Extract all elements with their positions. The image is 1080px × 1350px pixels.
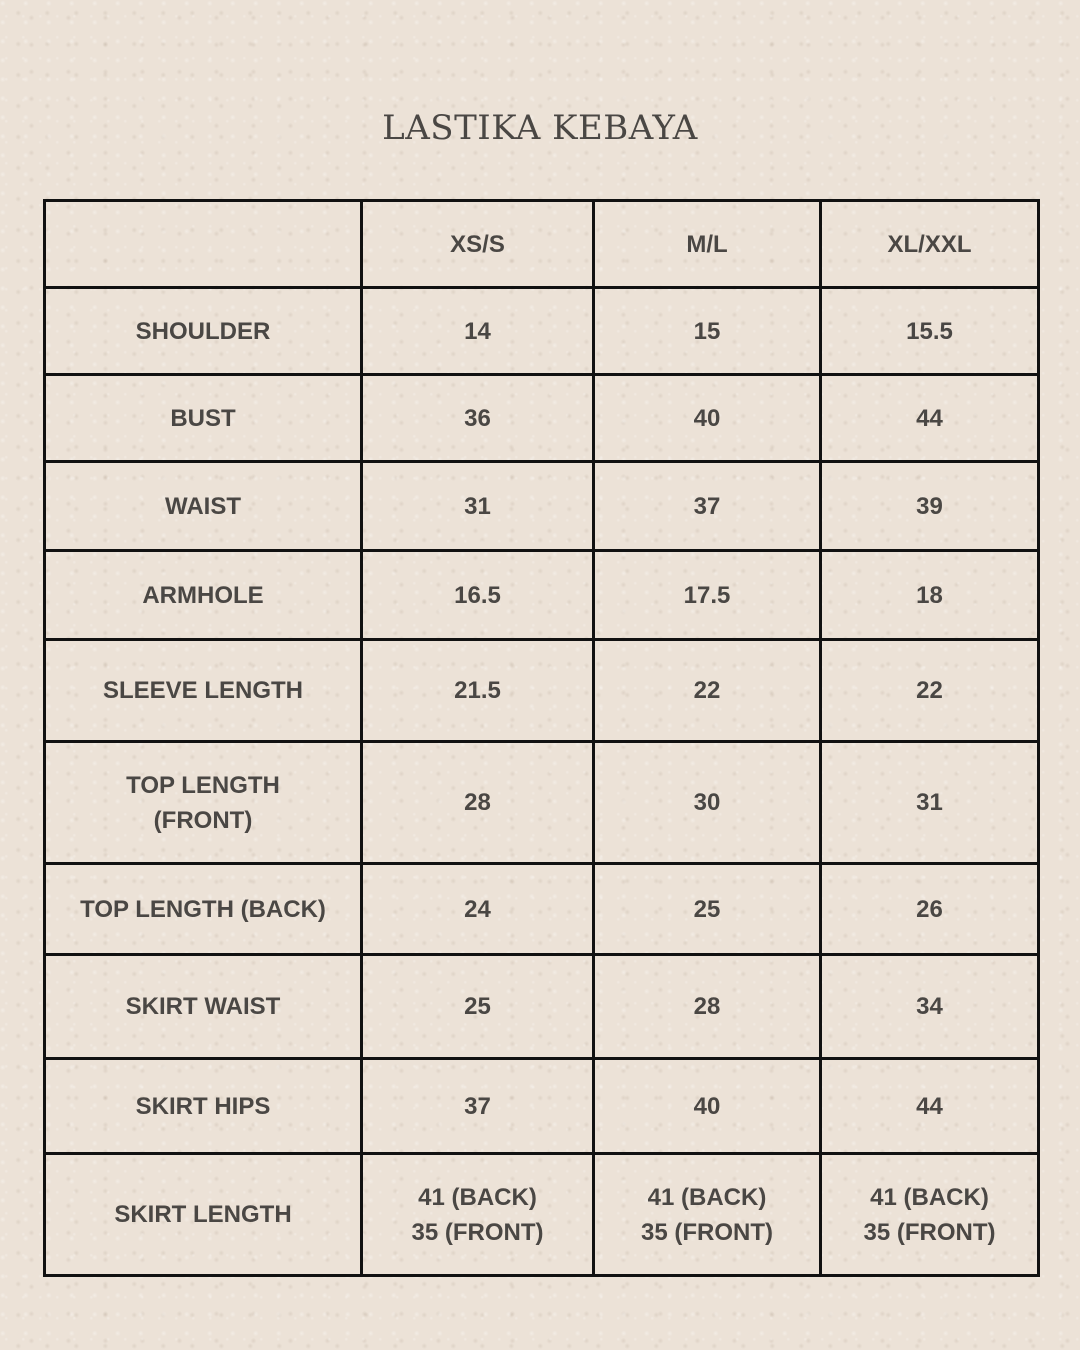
cell-line: 35 (FRONT) (863, 1218, 996, 1246)
header-cell-xs-s: XS/S (362, 201, 594, 288)
table-cell: 16.5 (362, 551, 594, 640)
table-cell: 15 (594, 288, 821, 375)
table-row (45, 288, 1039, 375)
table-header-row (45, 201, 1039, 288)
table-cell: 17.5 (594, 551, 821, 640)
table-cell: 44 (821, 375, 1039, 462)
table-row (45, 462, 1039, 551)
table-cell: 36 (362, 375, 594, 462)
table-cell: 37 (362, 1059, 594, 1154)
table-cell: 39 (821, 462, 1039, 551)
table-cell: 34 (821, 955, 1039, 1059)
page-title: LASTIKA KEBAYA (382, 108, 698, 148)
table-cell: 31 (821, 742, 1039, 864)
row-label: SKIRT HIPS (45, 1059, 362, 1154)
table-cell: 31 (362, 462, 594, 551)
row-label: BUST (45, 375, 362, 462)
header-cell-xl-xxl: XL/XXL (821, 201, 1039, 288)
table-row (45, 375, 1039, 462)
size-chart-table (43, 199, 1040, 1277)
table-cell: 14 (362, 288, 594, 375)
table-cell: 40 (594, 375, 821, 462)
table-cell: 28 (594, 955, 821, 1059)
row-label: WAIST (45, 462, 362, 551)
cell-line: 41 (BACK) (870, 1183, 989, 1211)
table-cell (821, 1154, 1039, 1276)
row-label: TOP LENGTH (BACK) (45, 864, 362, 955)
row-label: SKIRT LENGTH (45, 1154, 362, 1276)
table-cell (594, 1154, 821, 1276)
table-row (45, 1154, 1039, 1276)
table-cell: 25 (594, 864, 821, 955)
table-row (45, 742, 1039, 864)
cell-line: 35 (FRONT) (411, 1218, 544, 1246)
row-label: SLEEVE LENGTH (45, 640, 362, 742)
table-cell: 15.5 (821, 288, 1039, 375)
table-cell: 25 (362, 955, 594, 1059)
row-label-line: (FRONT) (153, 806, 253, 834)
table-cell: 30 (594, 742, 821, 864)
table-cell: 22 (594, 640, 821, 742)
table-cell: 40 (594, 1059, 821, 1154)
table-cell (362, 1154, 594, 1276)
table-row (45, 955, 1039, 1059)
row-label: SHOULDER (45, 288, 362, 375)
cell-line: 41 (BACK) (418, 1183, 537, 1211)
table-row (45, 1059, 1039, 1154)
table-cell: 28 (362, 742, 594, 864)
table-cell: 44 (821, 1059, 1039, 1154)
table-row (45, 551, 1039, 640)
table-cell: 26 (821, 864, 1039, 955)
table-row (45, 864, 1039, 955)
cell-line: 41 (BACK) (647, 1183, 767, 1211)
table-cell: 37 (594, 462, 821, 551)
cell-line: 35 (FRONT) (641, 1218, 773, 1246)
row-label: ARMHOLE (45, 551, 362, 640)
row-label-line: TOP LENGTH (126, 771, 280, 799)
table-cell: 18 (821, 551, 1039, 640)
header-cell-blank (45, 201, 362, 288)
row-label (45, 742, 362, 864)
row-label: SKIRT WAIST (45, 955, 362, 1059)
table-cell: 21.5 (362, 640, 594, 742)
header-cell-m-l: M/L (594, 201, 821, 288)
table-cell: 22 (821, 640, 1039, 742)
table-cell: 24 (362, 864, 594, 955)
table-row (45, 640, 1039, 742)
